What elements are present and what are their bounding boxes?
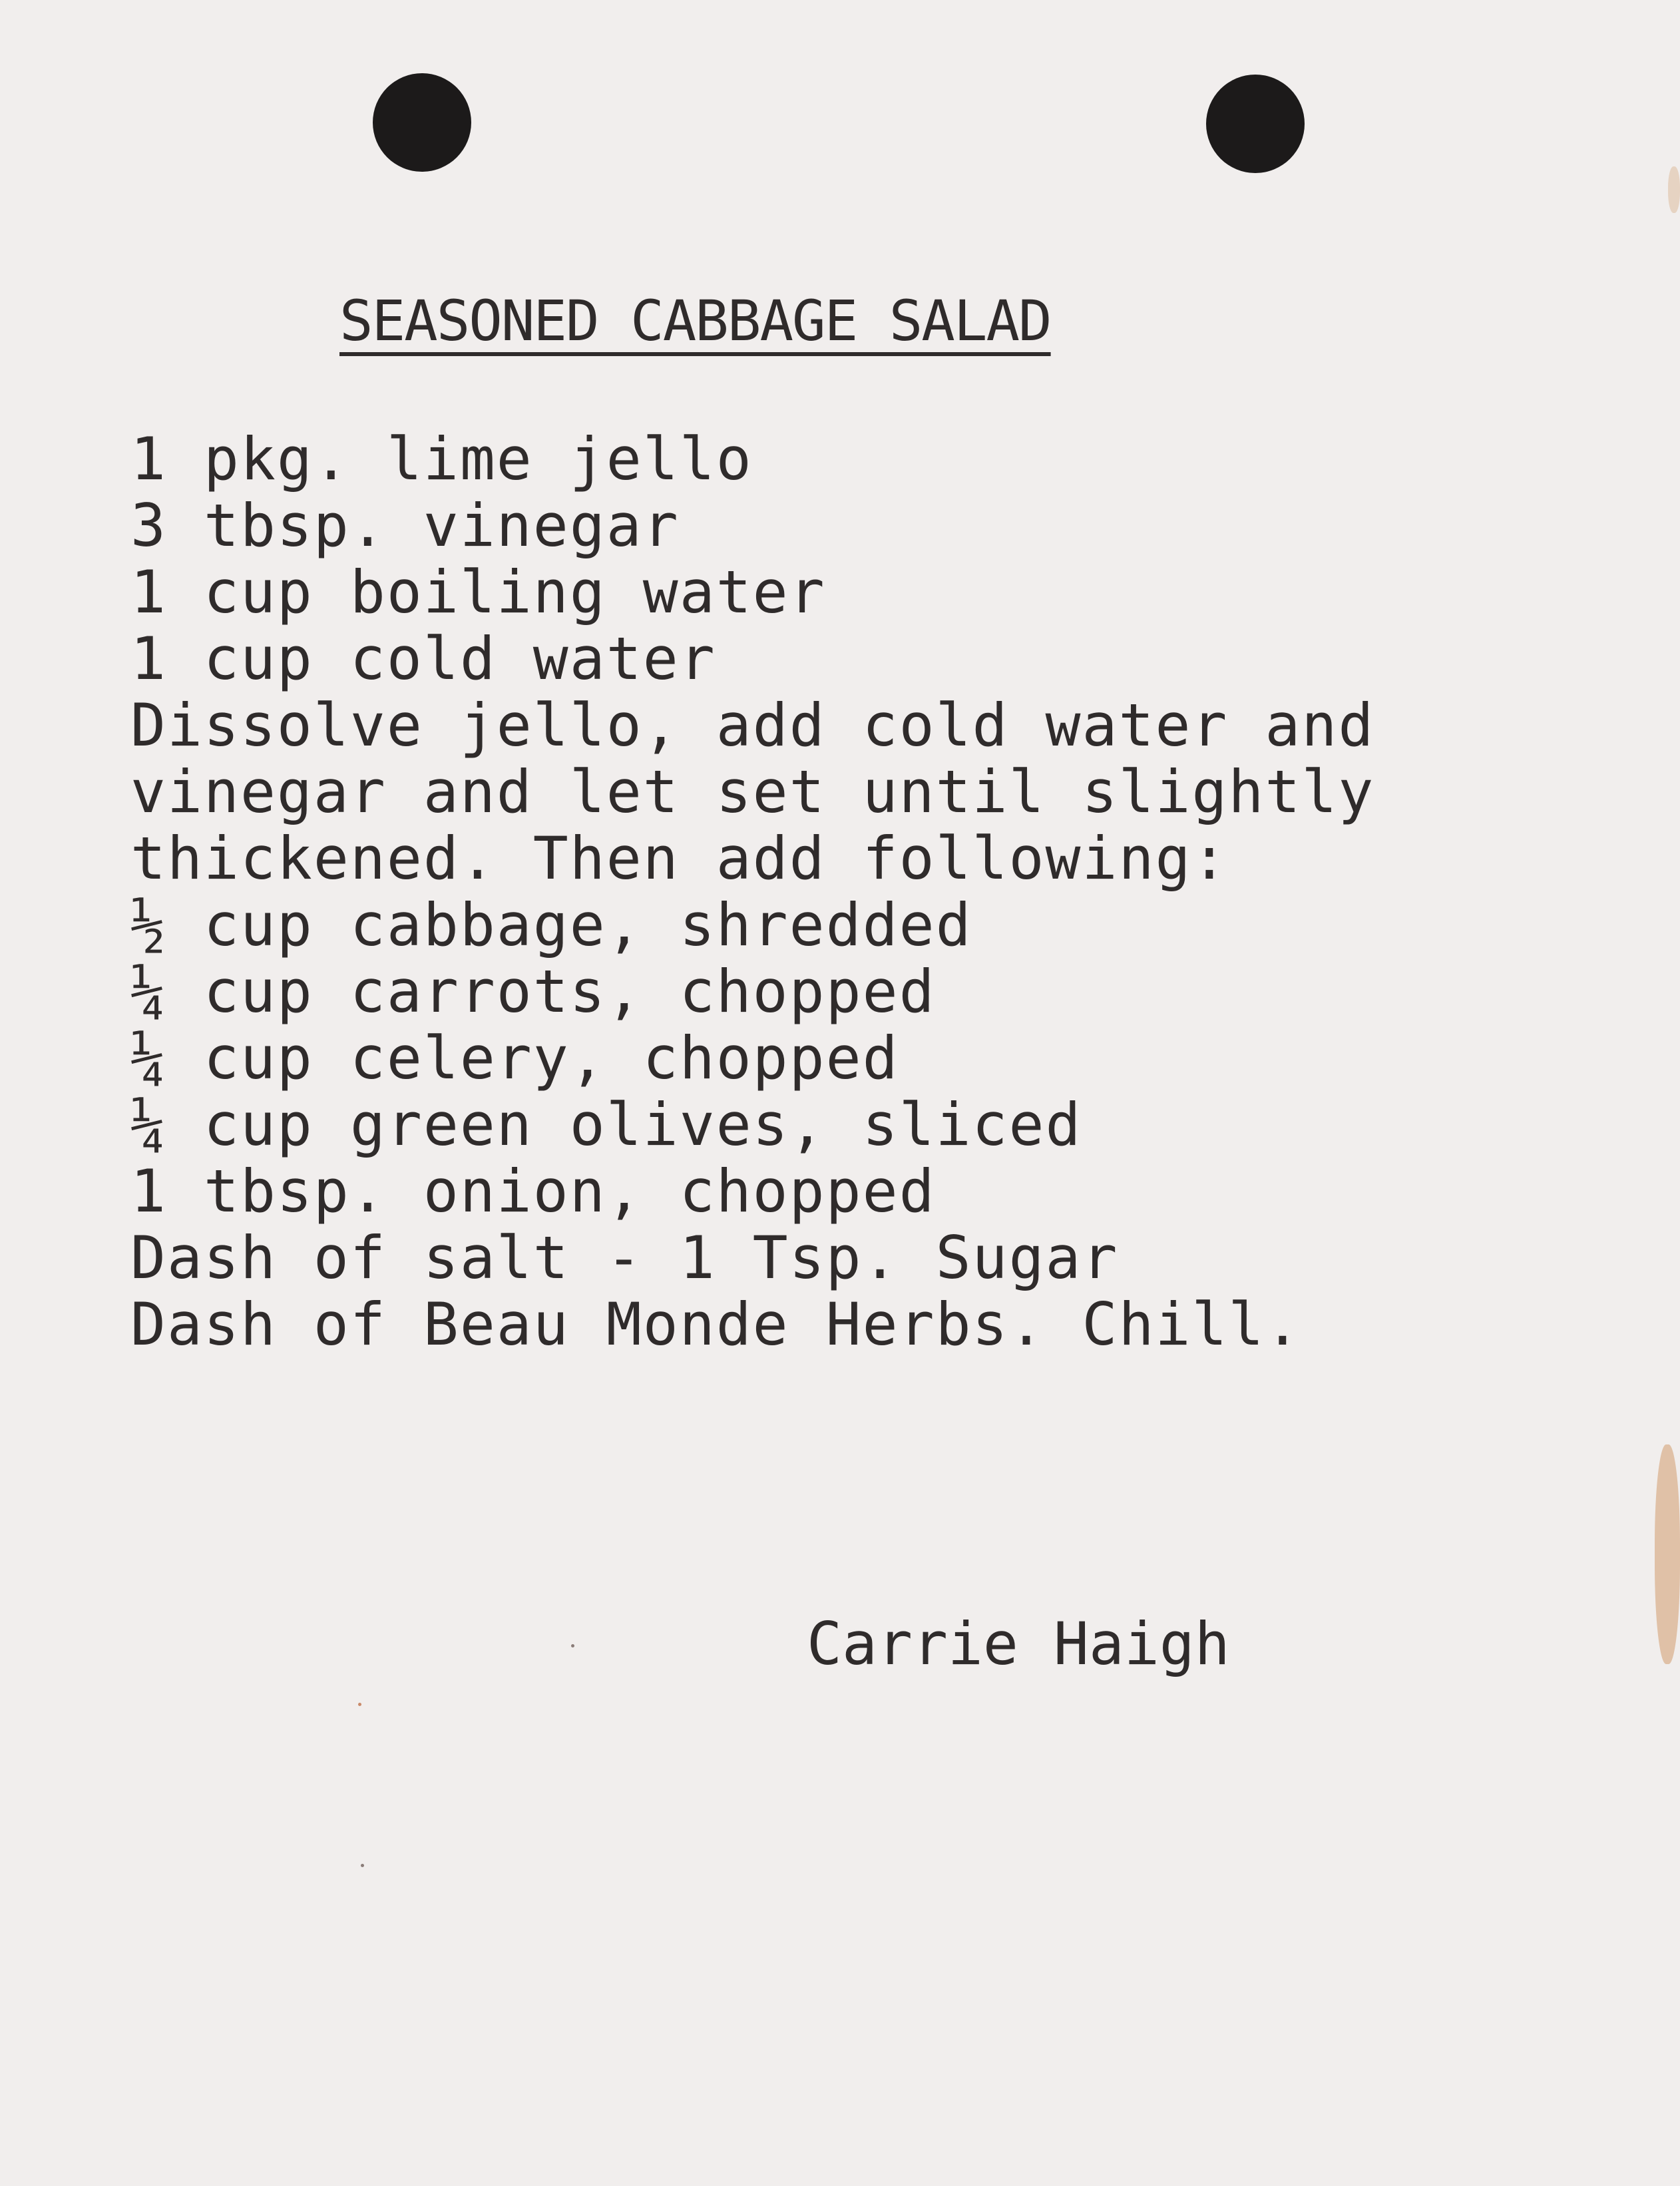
ingredient-line: 1 tbsp. onion, chopped <box>130 1157 936 1225</box>
author-signature: Carrie Haigh <box>807 1610 1230 1678</box>
paper-speck <box>571 1644 574 1647</box>
paper-speck <box>358 1703 361 1706</box>
recipe-title: SEASONED CABBAGE SALAD <box>339 288 1051 353</box>
ingredient-line: ¼ cup celery, chopped <box>130 1024 899 1092</box>
instruction-line: Dash of Beau Monde Herbs. Chill. <box>130 1290 1302 1359</box>
instruction-line: thickened. Then add following: <box>130 824 1229 893</box>
instruction-line: vinegar and let set until slightly <box>130 758 1375 826</box>
instruction-line: Dash of salt - 1 Tsp. Sugar <box>130 1223 1119 1292</box>
ingredient-line: 1 cup cold water <box>130 624 716 693</box>
ingredient-line: 3 tbsp. vinegar <box>130 491 680 560</box>
paper-stain <box>1655 1444 1680 1664</box>
punch-hole-left <box>373 73 471 172</box>
ingredient-line: 1 cup boiling water <box>130 558 826 626</box>
ingredient-line: ½ cup cabbage, shredded <box>130 891 972 959</box>
paper-stain <box>1668 166 1680 213</box>
paper-speck <box>361 1864 364 1867</box>
ingredient-line: 1 pkg. lime jello <box>130 425 753 493</box>
recipe-body <box>130 426 1621 1358</box>
punch-hole-right <box>1206 75 1305 173</box>
instruction-line: Dissolve jello, add cold water and <box>130 691 1375 760</box>
ingredient-line: ¼ cup carrots, chopped <box>130 957 936 1026</box>
ingredient-line: ¼ cup green olives, sliced <box>130 1090 1082 1159</box>
